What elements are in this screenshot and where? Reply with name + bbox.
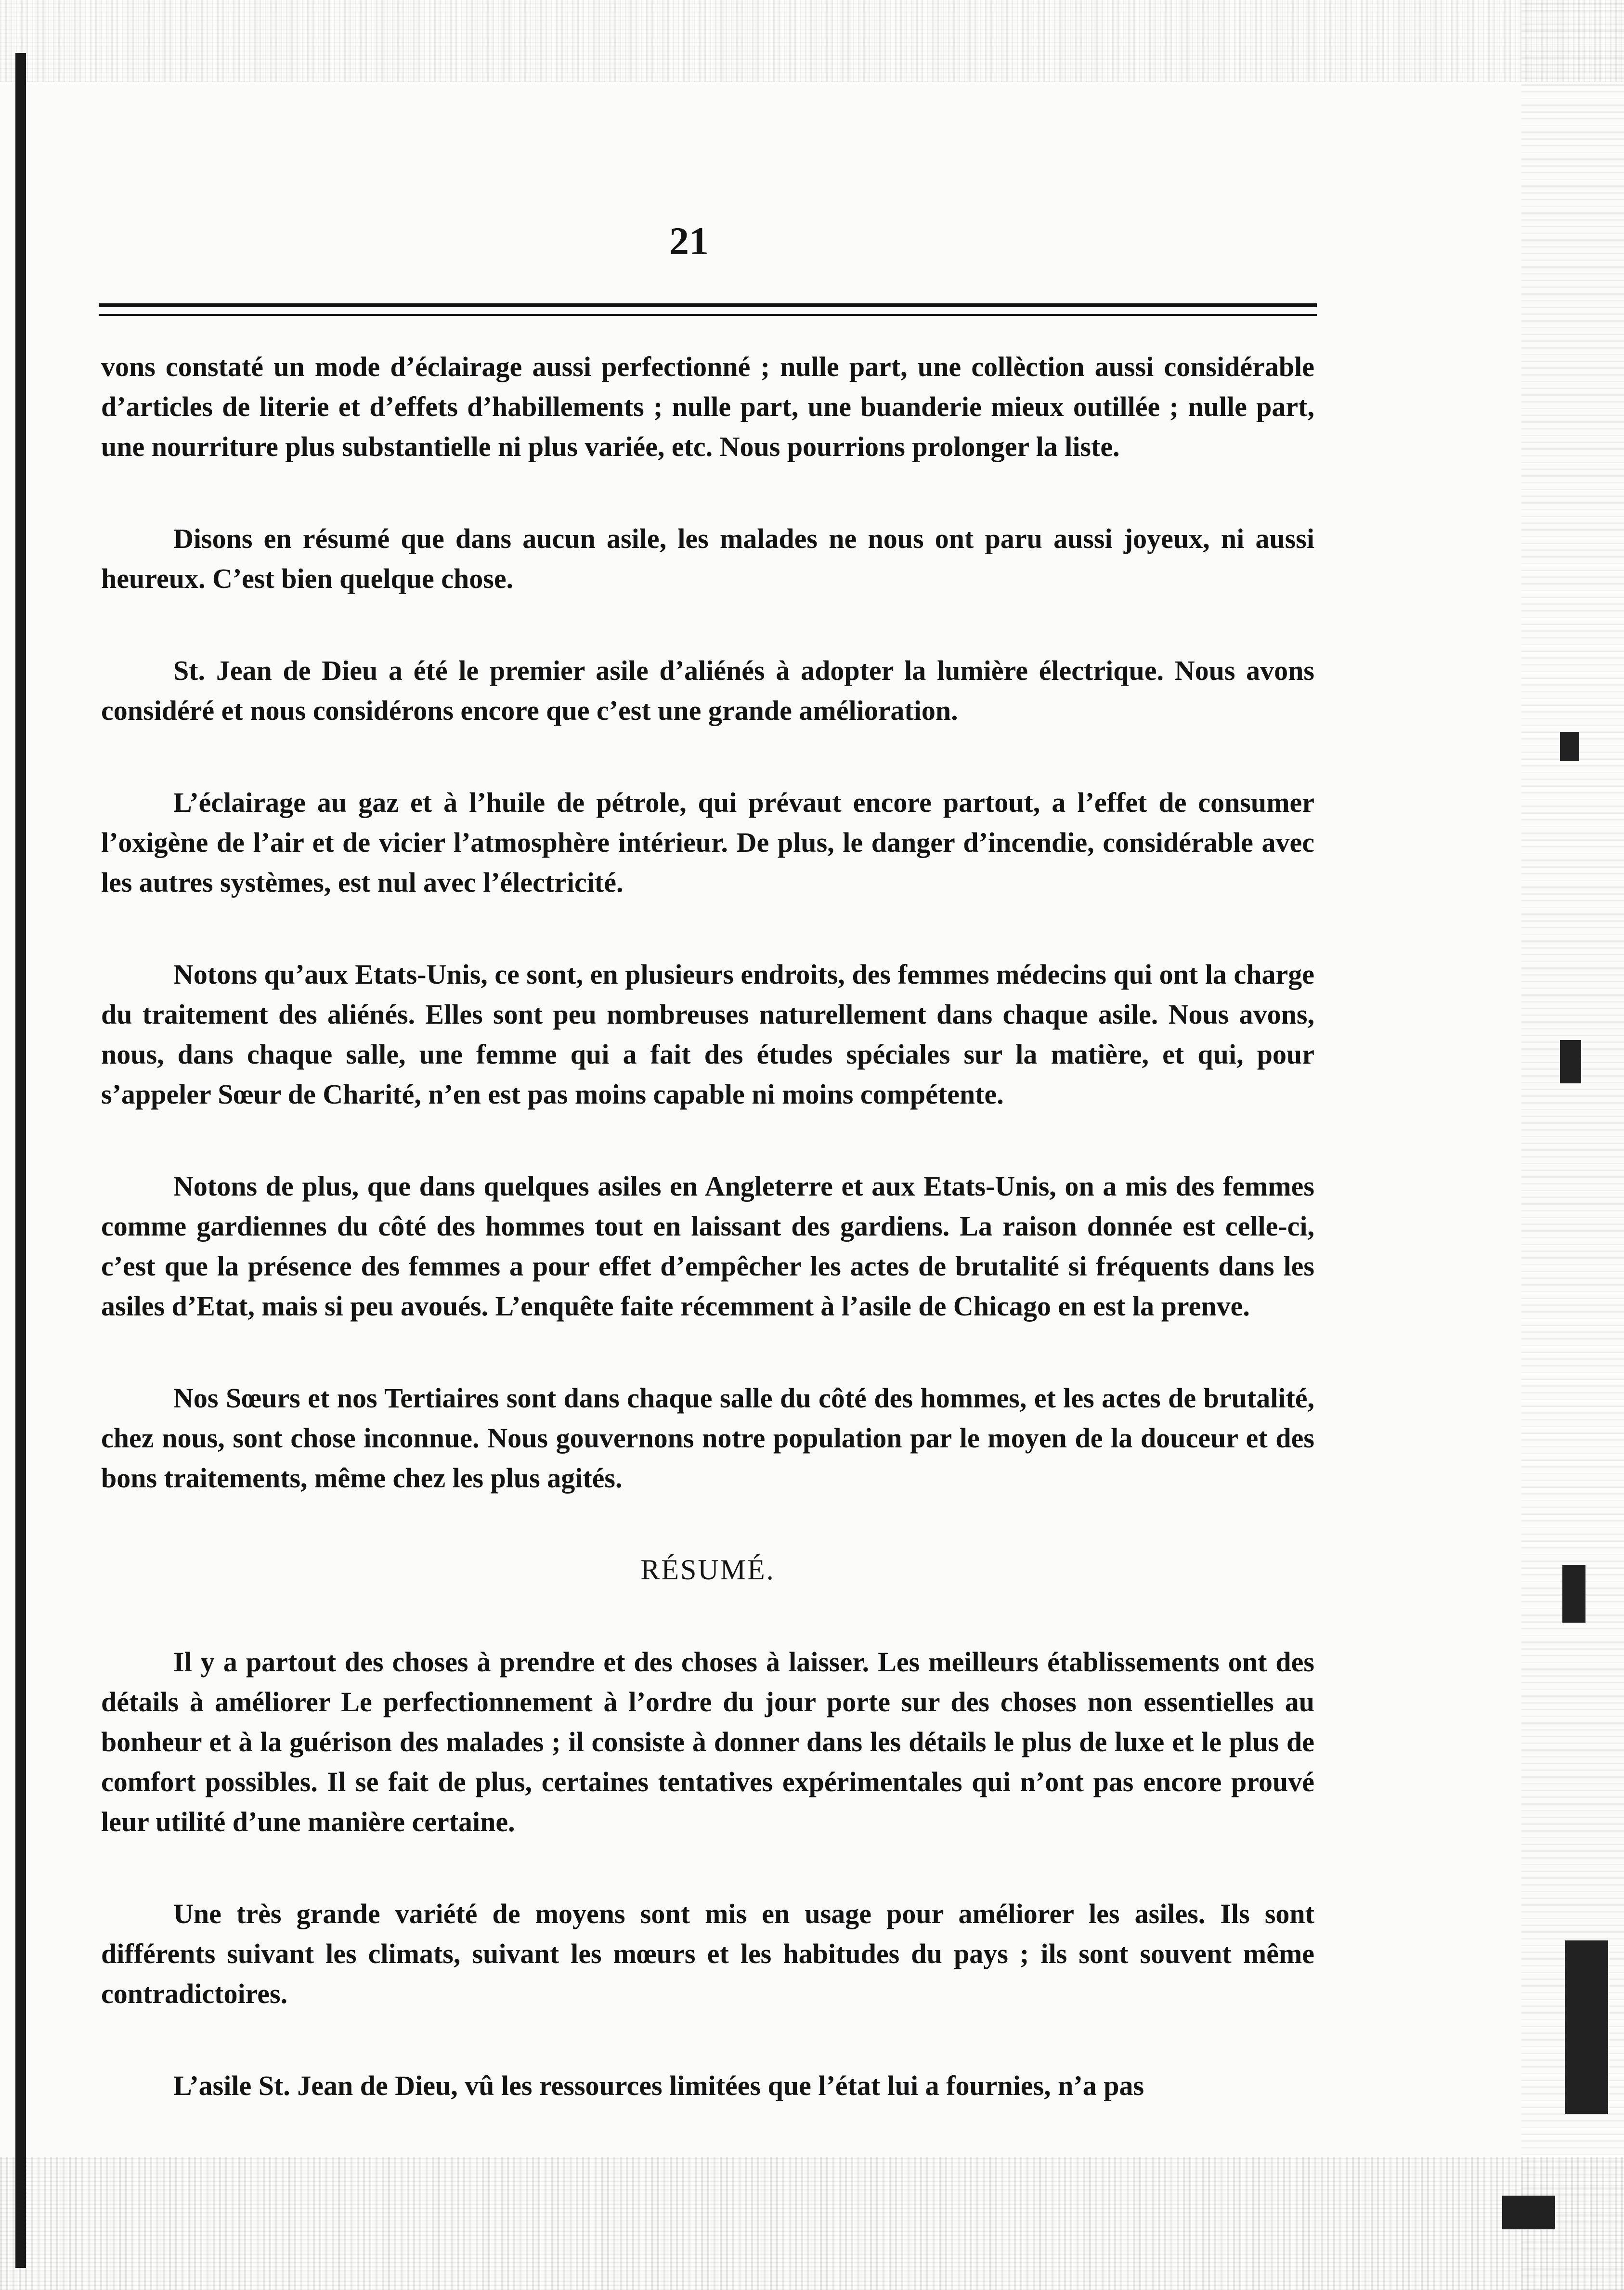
paragraph: L’éclairage au gaz et à l’huile de pétrole, qui prévaut encore partout, a l’effet de consumer l’oxigène de l’air et de vicier l’atmosphère intérieur. De plus, le danger d’incendie, considérable avec les autres systèmes, est nul avec l’électricité. [101, 787, 1314, 898]
scan-artifact [1565, 1940, 1608, 2114]
paragraph: vons constaté un mode d’éclairage aussi perfectionné ; nulle part, une collèction aussi considérable d’articles de literie et d’effets d’habillements ; nulle part, une buanderie mieux outillée ; nulle part, une nourriture plus substantielle ni plus variée, etc. Nous pourrions prolonger la liste. [101, 351, 1314, 462]
page-number: 21 [669, 219, 709, 263]
paragraph: St. Jean de Dieu a été le premier asile d’aliénés à adopter la lumière électrique. Nous avons considéré et nous considérons encore que c’est une grande amélioration. [101, 655, 1314, 726]
paragraph: Une très grande variété de moyens sont mis en usage pour améliorer les asiles. Ils sont différents suivant les climats, suivant les mœurs et les habitudes du pays ; ils sont souvent même contradictoires. [101, 1898, 1314, 2009]
scan-binding-edge [15, 53, 26, 2268]
paragraph: Notons qu’aux Etats-Unis, ce sont, en plusieurs endroits, des femmes médecins qui ont la charge du traitement des aliénés. Elles sont peu nombreuses naturellement dans chaque asile. Nous avons, nous, dans chaque salle, une femme qui a fait des études spéciales sur la matière, et qui, pour s’appeler Sœur de Charité, n’en est pas moins capable ni moins compétente. [101, 959, 1314, 1110]
header-rule-thick [99, 303, 1317, 307]
scan-noise-bottom [0, 2157, 1624, 2290]
scan-noise-top [0, 0, 1624, 82]
scan-artifact [1560, 732, 1579, 761]
scan-artifact [1560, 1040, 1581, 1083]
scan-artifact [1562, 1565, 1585, 1623]
body-text [101, 347, 1314, 2158]
paragraph: Il y a partout des choses à prendre et des choses à laisser. Les meilleurs établissements ont des détails à améliorer Le perfectionnement à l’ordre du jour porte sur des choses non essentielles au bonheur et à la guérison des malades ; il consiste à donner dans les détails le plus de luxe et le plus de comfort possibles. Il se fait de plus, certaines tentatives expérimentales qui n’ont pas encore prouvé leur utilité d’une manière certaine. [101, 1646, 1314, 1837]
paragraph: Notons de plus, que dans quelques asiles en Angleterre et aux Etats-Unis, on a mis des femmes comme gardiennes du côté des hommes tout en laissant des gardiens. La raison donnée est celle-ci, c’est que la présence des femmes a pour effet d’empêcher les actes de brutalité si fréquents dans les asiles d’Etat, mais si peu avoués. L’enquête faite récemment à l’asile de Chicago en est la prenve. [101, 1171, 1314, 1322]
paragraph: Disons en résumé que dans aucun asile, les malades ne nous ont paru aussi joyeux, ni aussi heureux. C’est bien quelque chose. [101, 523, 1314, 594]
section-heading: RÉSUMÉ. [640, 1554, 775, 1586]
paragraph: Nos Sœurs et nos Tertiaires sont dans chaque salle du côté des hommes, et les actes de brutalité, chez nous, sont chose inconnue. Nous gouvernons notre population par le moyen de la douceur et des bons traitements, même chez les plus agités. [101, 1382, 1314, 1494]
header-rule-thin [99, 314, 1317, 316]
paragraph: L’asile St. Jean de Dieu, vû les ressources limitées que l’état lui a fournies, n’a pas [173, 2070, 1144, 2101]
scan-artifact [1502, 2196, 1555, 2229]
